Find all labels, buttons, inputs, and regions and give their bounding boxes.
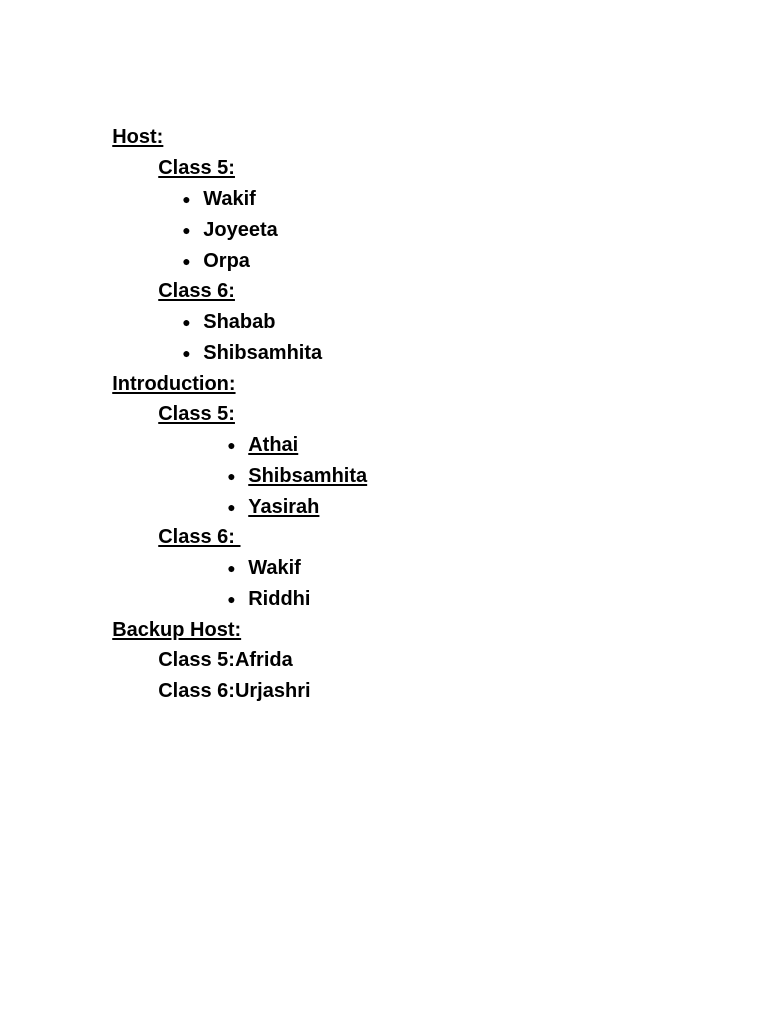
- bullet-icon: ●: [182, 314, 191, 330]
- list-item-text: Athai: [248, 434, 299, 456]
- list-item: [205, 430, 368, 487]
- bullet-icon: ●: [182, 191, 191, 207]
- introduction-class6-label-text: Class 6:: [158, 526, 241, 548]
- backup-host-class5-line: [136, 614, 293, 671]
- host-heading: [90, 91, 164, 148]
- host-class6-label: [136, 245, 235, 302]
- list-item-text: Orpa: [203, 250, 250, 272]
- bullet-icon: ●: [227, 591, 236, 607]
- list-item: [205, 461, 320, 518]
- list-item-text: Joyeeta: [203, 219, 278, 241]
- backup-host-class5-name: Afrida: [234, 649, 293, 671]
- list-item: [205, 399, 299, 456]
- list-item-text: Shibsamhita: [203, 342, 323, 364]
- backup-host-class5-label: Class 5:: [158, 649, 235, 671]
- backup-host-heading-text: Backup Host:: [112, 619, 242, 641]
- introduction-class6-label: [136, 491, 241, 548]
- list-item-text: Wakif: [203, 188, 256, 210]
- list-item-text: Shibsamhita: [248, 465, 368, 487]
- bullet-icon: ●: [182, 253, 191, 269]
- list-item: [160, 276, 276, 333]
- introduction-class5-label-text: Class 5:: [158, 403, 235, 425]
- backup-host-class6-label: Class 6:: [158, 680, 235, 702]
- backup-host-class6-name: Urjashri: [234, 680, 311, 702]
- host-class5-label: [136, 122, 235, 179]
- host-heading-text: Host:: [112, 126, 164, 148]
- list-item: [205, 553, 311, 610]
- backup-host-heading: [90, 584, 242, 641]
- introduction-class5-label: [136, 368, 235, 425]
- host-class5-label-text: Class 5:: [158, 157, 235, 179]
- list-item-text: Wakif: [248, 557, 301, 579]
- list-item: [160, 215, 250, 272]
- bullet-icon: ●: [227, 468, 236, 484]
- list-item-text: Riddhi: [248, 588, 311, 610]
- introduction-heading-text: Introduction:: [112, 373, 236, 395]
- host-class6-label-text: Class 6:: [158, 280, 235, 302]
- list-item: [160, 307, 323, 364]
- bullet-icon: ●: [182, 222, 191, 238]
- bullet-icon: ●: [227, 437, 236, 453]
- list-item: [160, 184, 278, 241]
- backup-host-class6-line: [136, 645, 311, 702]
- list-item: [205, 522, 301, 579]
- bullet-icon: ●: [227, 499, 236, 515]
- introduction-heading: [90, 338, 236, 395]
- list-item-text: Yasirah: [248, 496, 320, 518]
- bullet-icon: ●: [182, 345, 191, 361]
- bullet-icon: ●: [227, 560, 236, 576]
- list-item-text: Shabab: [203, 311, 276, 333]
- list-item: [160, 153, 256, 210]
